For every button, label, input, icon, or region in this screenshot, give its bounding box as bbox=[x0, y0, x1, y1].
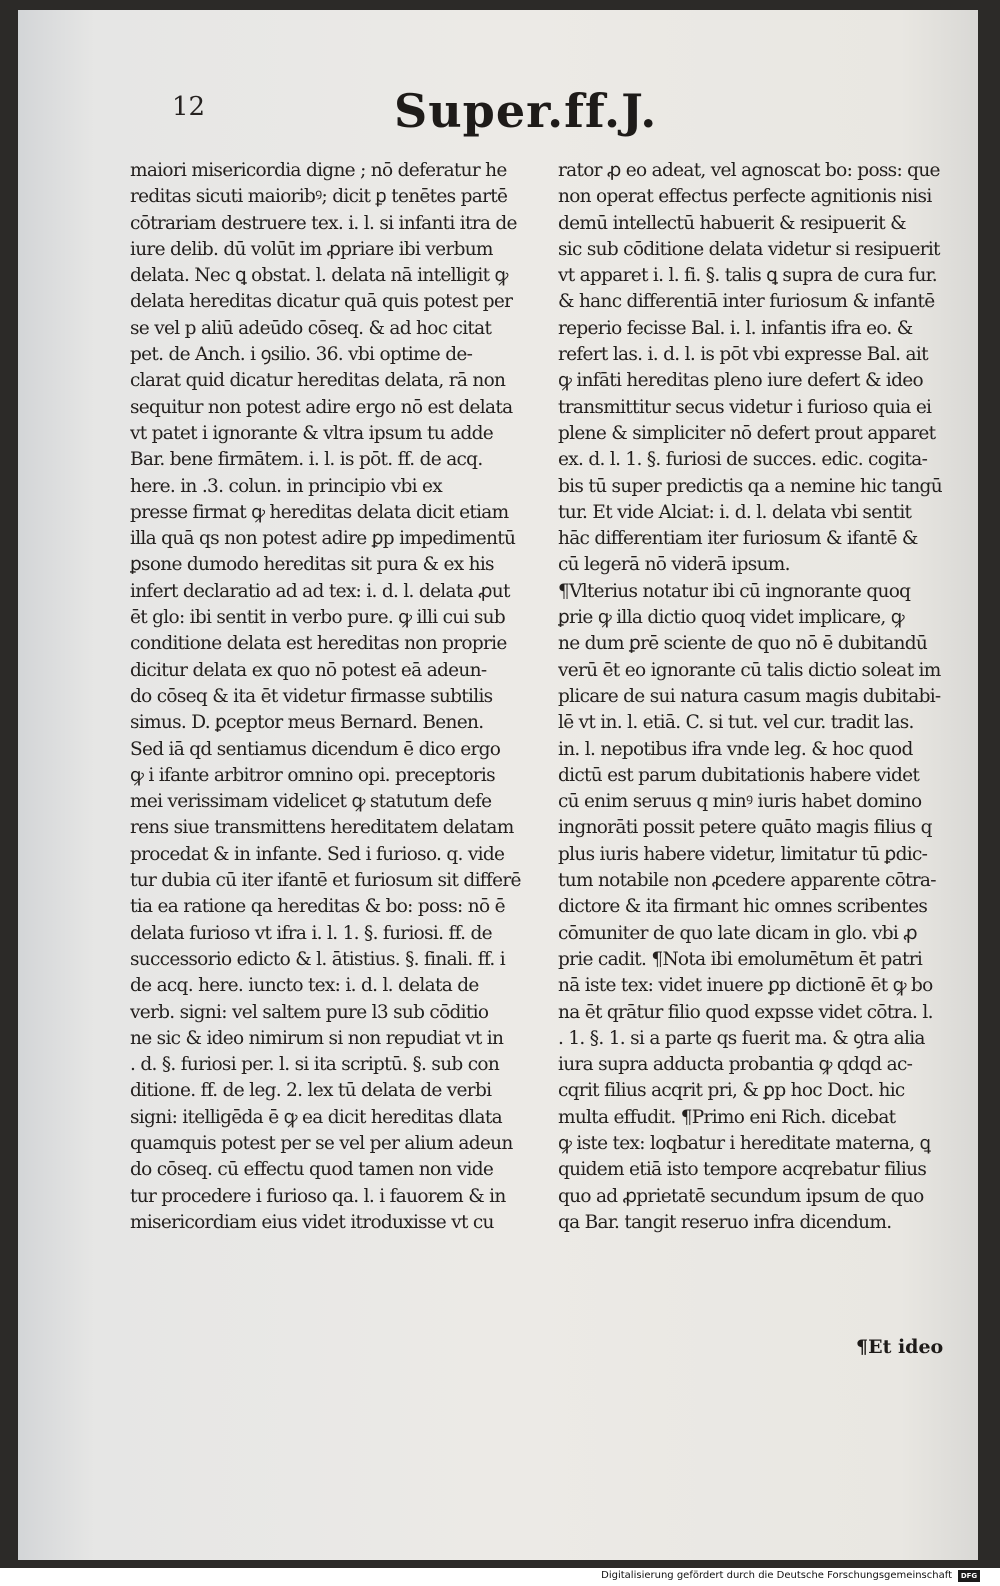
text-line: de acq. here. iuncto tex: i. d. l. delata de bbox=[130, 975, 479, 997]
text-line: delata hereditas dicatur quā quis potest per bbox=[130, 291, 513, 313]
running-head: Super.ff.J. bbox=[394, 84, 658, 138]
text-line: reperio fecisse Bal. i. l. infantis ifra eo. & bbox=[558, 317, 913, 339]
text-line: ꝙ i ifante arbitror omnino opi. preceptoris bbox=[130, 764, 495, 786]
text-line: mei verissimam videlicet ꝙ statutum defe bbox=[130, 791, 492, 813]
catchword: ¶Et ideo bbox=[856, 1336, 944, 1358]
text-line: nā iste tex: videt inuere ꝑp dictionē ēt ꝙ bo bbox=[558, 975, 933, 997]
text-line: reditas sicuti maioribꝰ; dicit ꝑ tenētes partē bbox=[130, 186, 508, 208]
text-line: tur. Et vide Alciat: i. d. l. delata vbi sentit bbox=[558, 501, 912, 523]
text-line: illa quā qs non potest adire ꝑp impedimentū bbox=[130, 528, 516, 550]
text-line: non operat effectus perfecte agnitionis nisi bbox=[558, 186, 932, 208]
text-line: iure delib. dū volūt im ꝓpriare ibi verbum bbox=[130, 238, 493, 260]
text-line: iura supra adducta probantia ꝙ qdqd ac- bbox=[558, 1054, 913, 1076]
text-line: cōtrariam destruere tex. i. l. si infanti itra de bbox=[130, 212, 517, 234]
text-line: procedat & in infante. Sed i furioso. q. vide bbox=[130, 843, 505, 865]
text-line: ne sic & ideo nimirum si non repudiat vt in bbox=[130, 1027, 504, 1049]
text-line: misericordiam eius videt itroduxisse vt cu bbox=[130, 1211, 494, 1233]
text-line: ex. d. l. 1. §. furiosi de succes. edic. cogita- bbox=[558, 449, 928, 471]
text-line: plicare de sui natura casum magis dubitabi- bbox=[558, 685, 941, 707]
text-line: ꝙ infāti hereditas pleno iure defert & ideo bbox=[558, 370, 923, 392]
text-line: tur procedere i furioso qa. l. i fauorem & in bbox=[130, 1185, 506, 1207]
text-line: clarat quid dicatur hereditas delata, rā non bbox=[130, 370, 506, 392]
text-line: ditione. ff. de leg. 2. lex tū delata de verbi bbox=[130, 1080, 492, 1102]
text-line: do cōseq. cū effectu quod tamen non vide bbox=[130, 1159, 494, 1181]
text-line: signi: itelligēda ē ꝙ ea dicit hereditas dlata bbox=[130, 1106, 502, 1128]
text-line: plene & simpliciter nō defert prout apparet bbox=[558, 422, 936, 444]
text-line: delata furioso vt ifra i. l. 1. §. furiosi. ff. de bbox=[130, 922, 492, 944]
text-line: quamquis potest per se vel per alium adeun bbox=[130, 1132, 513, 1154]
text-line: vt apparet i. l. fi. §. talis ꝗ supra de cura fur. bbox=[558, 265, 937, 287]
text-line: & hanc differentiā inter furiosum & infantē bbox=[558, 291, 935, 313]
text-line: . d. §. furiosi per. l. si ita scriptū. §. sub con bbox=[130, 1054, 500, 1076]
dfg-logo: DFG bbox=[958, 1570, 980, 1582]
text-line: pet. de Anch. i ꝯsilio. 36. vbi optime de- bbox=[130, 344, 473, 366]
text-line: tur dubia cū iter ifantē et furiosum sit differē bbox=[130, 870, 521, 892]
text-line: se vel p aliū adeūdo cōseq. & ad hoc citat bbox=[130, 317, 492, 339]
text-line: tia ea ratione qa hereditas & bo: poss: nō ē bbox=[130, 896, 505, 918]
text-line: rens siue transmittens hereditatem delatam bbox=[130, 817, 514, 839]
text-line: tum notabile non ꝓcedere apparente cōtra- bbox=[558, 870, 936, 892]
text-line: verū ēt eo ignorante cū talis dictio soleat im bbox=[558, 659, 941, 681]
text-line: infert declaratio ad ad tex: i. d. l. delata ꝓut bbox=[130, 580, 510, 602]
digitization-credit: Digitalisierung gefördert durch die Deutsche Forschungsgemeinschaft bbox=[601, 1570, 952, 1581]
text-line: prie cadit. ¶Nota ibi emolumētum ēt patri bbox=[558, 948, 923, 970]
text-line: here. in .3. colun. in principio vbi ex bbox=[130, 475, 443, 497]
text-line: . 1. §. 1. si a parte qs fuerit ma. & ꝯtra alia bbox=[558, 1027, 925, 1049]
text-line: in. l. nepotibus ifra vnde leg. & hoc quod bbox=[558, 738, 913, 760]
text-line: cū enim seruus q minꝰ iuris habet domino bbox=[558, 791, 922, 813]
text-line: conditione delata est hereditas non proprie bbox=[130, 633, 507, 655]
left-text-column bbox=[130, 158, 525, 1236]
text-line: do cōseq & ita ēt videtur firmasse subtilis bbox=[130, 685, 493, 707]
text-line: simus. D. ꝑceptor meus Bernard. Benen. bbox=[130, 712, 484, 734]
text-line: verb. signi: vel saltem pure l3 sub cōditio bbox=[130, 1001, 489, 1023]
text-line: quidem etiā isto tempore acqrebatur filius bbox=[558, 1159, 927, 1181]
text-line: ꝙ iste tex: loqbatur i hereditate materna, ꝗ bbox=[558, 1132, 931, 1154]
text-line: Bar. bene firmātem. i. l. is pōt. ff. de acq. bbox=[130, 449, 483, 471]
text-line: plus iuris habere videtur, limitatur tū ꝑdic- bbox=[558, 843, 928, 865]
text-line: Sed iā qd sentiamus dicendum ē dico ergo bbox=[130, 738, 501, 760]
text-line: refert las. i. d. l. is pōt vbi expresse Bal. ait bbox=[558, 344, 928, 366]
text-line: ne dum ꝑrē sciente de quo nō ē dubitandū bbox=[558, 633, 928, 655]
right-text-column bbox=[558, 158, 953, 1236]
text-line: ¶Vlterius notatur ibi cū ingnorante quoq bbox=[558, 580, 911, 602]
text-line: rator ꝓ eo adeat, vel agnoscat bo: poss: que bbox=[558, 160, 940, 181]
text-line: bis tū super predictis qa a nemine hic tangū bbox=[558, 475, 942, 497]
text-line: cōmuniter de quo late dicam in glo. vbi ꝓ bbox=[558, 922, 917, 944]
text-line: ꝑrie ꝙ illa dictio quoq videt implicare, ꝙ bbox=[558, 607, 904, 629]
text-line: lē vt in. l. etiā. C. si tut. vel cur. tradit las. bbox=[558, 712, 914, 734]
text-line: na ēt qrātur filio quod expsse videt cōtra. l. bbox=[558, 1001, 933, 1023]
text-line: dicitur delata ex quo nō potest eā adeun- bbox=[130, 659, 487, 681]
text-line: sic sub cōditione delata videtur si resipuerit bbox=[558, 238, 940, 260]
text-line: cqrit filius acqrit pri, & ꝑp hoc Doct. hic bbox=[558, 1080, 905, 1102]
text-line: presse firmat ꝙ hereditas delata dicit etiam bbox=[130, 501, 509, 523]
text-line: quo ad ꝓprietatē secundum ipsum de quo bbox=[558, 1185, 924, 1207]
text-line: transmittitur secus videtur i furioso quia ei bbox=[558, 396, 932, 418]
text-line: ingnorāti possit petere quāto magis filius q bbox=[558, 817, 932, 839]
text-line: sequitur non potest adire ergo nō est delata bbox=[130, 396, 513, 418]
text-line: cū legerā nō viderā ipsum. bbox=[558, 554, 790, 576]
text-line: dictore & ita firmant hic omnes scribentes bbox=[558, 896, 928, 918]
text-line: maiori misericordia digne ; nō deferatur he bbox=[130, 160, 507, 181]
text-line: delata. Nec ꝗ obstat. l. delata nā intelligit ꝙ bbox=[130, 265, 508, 287]
page-number: 12 bbox=[172, 92, 206, 122]
text-line: ēt glo: ibi sentit in verbo pure. ꝙ illi cui sub bbox=[130, 607, 506, 629]
text-line: multa effudit. ¶Primo eni Rich. dicebat bbox=[558, 1106, 896, 1128]
text-line: successorio edicto & l. ātistius. §. finali. ff. i bbox=[130, 948, 505, 970]
text-line: hāc differentiam iter furiosum & ifantē & bbox=[558, 528, 918, 550]
text-line: vt patet i ignorante & vltra ipsum tu adde bbox=[130, 422, 493, 444]
text-line: dictū est parum dubitationis habere videt bbox=[558, 764, 920, 786]
text-line: demū intellectū habuerit & resipuerit & bbox=[558, 212, 906, 234]
text-line: ꝑsone dumodo hereditas sit pura & ex his bbox=[130, 554, 494, 576]
text-line: qa Bar. tangit reseruo infra dicendum. bbox=[558, 1211, 892, 1233]
